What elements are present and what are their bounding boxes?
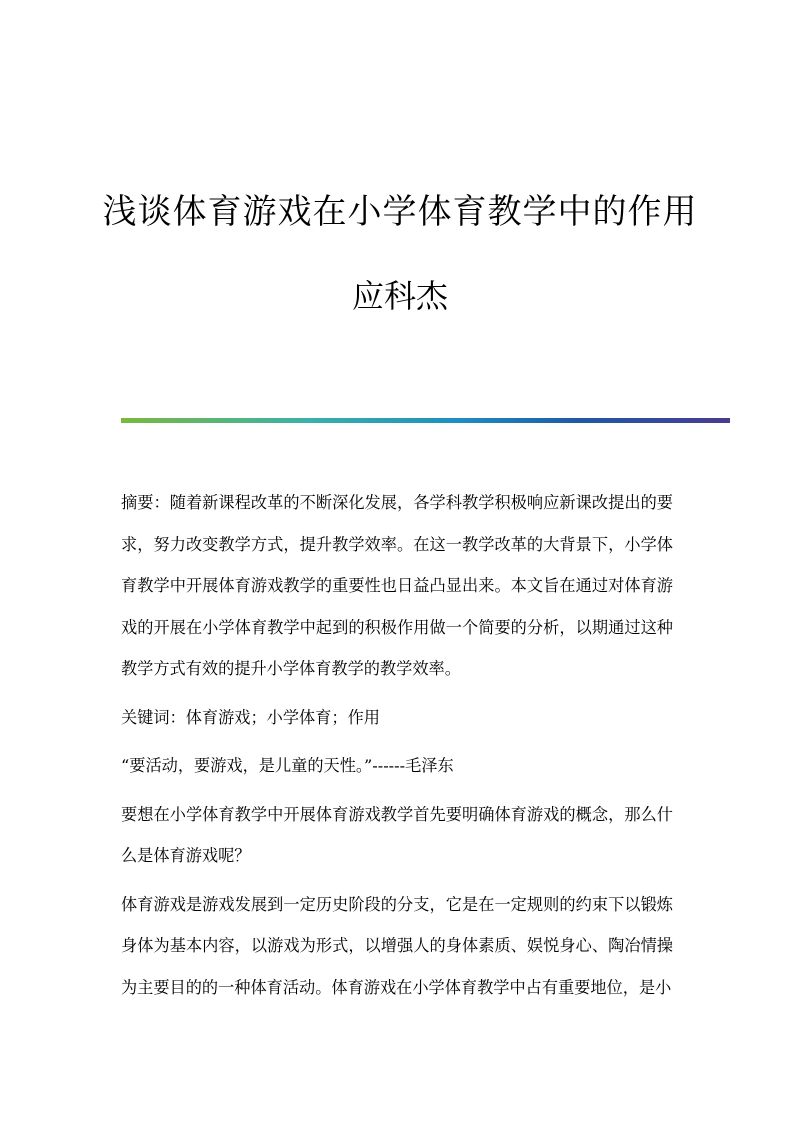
keywords-paragraph: 关键词：体育游戏；小学体育；作用	[121, 707, 380, 727]
body-paragraph: 体育游戏是游戏发展到一定历史阶段的分支，它是在一定规则的约束下以锻炼身体为基本内容，以游戏为形式，以增强人的身体素质、娱悦身心、陶冶情操为主要目的的一种体育活动。体育游戏在小学体育教学中占有重要地位，是小	[121, 894, 673, 997]
document-author: 应科杰	[351, 277, 448, 315]
title-divider	[121, 418, 730, 423]
body-paragraph: 要想在小学体育教学中开展体育游戏教学首先要明确体育游戏的概念，那么什么是体育游戏呢？	[121, 804, 673, 865]
abstract-paragraph: 摘要：随着新课程改革的不断深化发展，各学科教学积极响应新课改提出的要求，努力改变教学方式，提升教学效率。在这一教学改革的大背景下，小学体育教学中开展体育游戏教学的重要性也日益凸显出来。本文旨在通过对体育游戏的开展在小学体育教学中起到的积极作用做一个简要的分析，以期通过这种教学方式有效的提升小学体育教学的教学效率。	[121, 493, 673, 678]
document-body	[121, 482, 673, 1015]
quote-paragraph: “要活动，要游戏，是儿童的天性。”------毛泽东	[121, 756, 454, 775]
document-title: 浅谈体育游戏在小学体育教学中的作用	[102, 192, 698, 232]
